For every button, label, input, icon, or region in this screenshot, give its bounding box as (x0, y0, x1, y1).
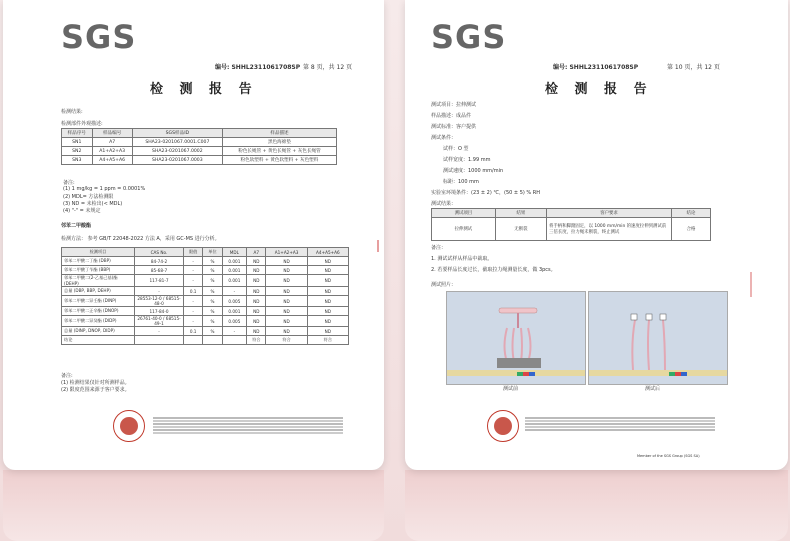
note-line: (3) ND = 未检出(< MDL) (63, 201, 123, 207)
member-note: Member of the SGS Group (SGS SA) (637, 454, 700, 458)
table-cell: ND (247, 307, 266, 316)
table-cell: - (135, 327, 184, 336)
sgs-seal-icon (113, 410, 145, 442)
info-line: 试样：O 型 (443, 146, 469, 152)
section-subheading: 检测部件外观描述: (61, 121, 103, 127)
page-number: 第 10 页，共 12 页 (667, 64, 720, 71)
table-cell: ND (307, 275, 348, 287)
table-cell: 符合 (247, 336, 266, 345)
table-cell: ND (307, 266, 348, 275)
table-cell (203, 336, 222, 345)
table-cell: 邻苯二甲酸二异癸酯 (DIDP) (62, 316, 135, 327)
table-cell: ND (307, 287, 348, 296)
table-cell: 粉色长绳管 + 黄色长绳管 + 灰色长绳管 (222, 147, 336, 156)
info-line: 测试结果： (431, 201, 457, 207)
info-line: 样品描述：成品件 (431, 113, 472, 119)
photo-caption: 测试前 (503, 386, 519, 392)
table-cell: 0.001 (222, 257, 247, 266)
table-row (62, 257, 349, 266)
table-cell: - (184, 266, 203, 275)
table-header: 检测项目 (62, 248, 135, 257)
table-cell: - (222, 327, 247, 336)
table-row (62, 296, 349, 307)
table-cell: 0.001 (222, 275, 247, 287)
table-cell: ND (247, 257, 266, 266)
table-header: CAS No. (135, 248, 184, 257)
info-line: 标距：100 mm (443, 179, 479, 185)
table-row (62, 307, 349, 316)
table-cell: ND (266, 266, 307, 275)
table-cell: % (203, 266, 222, 275)
table-header: 测试项目 (432, 209, 496, 218)
section-heading: 测试照片： (431, 282, 457, 288)
table-header: A7 (247, 248, 266, 257)
table-cell: - (184, 257, 203, 266)
info-line: 测试条件： (431, 135, 457, 141)
table-cell: 0.005 (222, 296, 247, 307)
note-line: (1) 检测结果仅针对所测样品。 (61, 380, 130, 386)
table-cell: 117-84-0 (135, 307, 184, 316)
phthalate-table (61, 247, 349, 345)
binding-mark (377, 240, 379, 252)
table-cell: ND (307, 296, 348, 307)
table-header: MDL (222, 248, 247, 257)
table-header: 样品描述 (222, 129, 336, 138)
table-header: 样品序号 (62, 129, 93, 138)
table-cell (222, 336, 247, 345)
table-cell: 拉伸测试 (432, 218, 496, 241)
note-line: 备注: (61, 373, 73, 379)
table-cell: 26761-40-0 / 68515-49-1 (135, 316, 184, 327)
table-cell (135, 336, 184, 345)
table-cell: ND (266, 287, 307, 296)
table-cell: ND (247, 266, 266, 275)
table-cell: ND (307, 327, 348, 336)
table-cell: 0.1 (184, 327, 203, 336)
footer-fine-print (153, 416, 343, 435)
table-cell: - (184, 316, 203, 327)
note-line: (1) 1 mg/kg = 1 ppm = 0.0001% (63, 186, 146, 192)
page-title: 检 测 报 告 (150, 82, 258, 97)
table-header: A4+A5+A6 (307, 248, 348, 257)
table-cell: ND (247, 275, 266, 287)
table-cell: ND (247, 327, 266, 336)
table-cell: 28553-12-0 / 68515-48-0 (135, 296, 184, 307)
table-cell (184, 336, 203, 345)
page-title: 检 测 报 告 (545, 82, 653, 97)
table-row (62, 287, 349, 296)
table-cell: % (203, 296, 222, 307)
table-cell: ND (266, 316, 307, 327)
table-cell: ND (247, 296, 266, 307)
table-cell: - (135, 287, 184, 296)
table-cell: A1+A2+A3 (92, 147, 132, 156)
note-line: (2) 限度范围来源于客户要求。 (61, 387, 130, 393)
table-header: 客户要求 (547, 209, 672, 218)
table-cell: - (184, 275, 203, 287)
table-cell: 无断裂 (495, 218, 546, 241)
page-number: 第 8 页，共 12 页 (303, 64, 353, 71)
table-cell: 符合 (307, 336, 348, 345)
info-line: 测试速度：1000 mm/min (443, 168, 504, 174)
table-cell: 84-74-2 (135, 257, 184, 266)
table-header: 单位 (203, 248, 222, 257)
table-cell: SHA23-0201067.0002 (132, 147, 222, 156)
table-cell: % (203, 307, 222, 316)
table-cell: A7 (92, 138, 132, 147)
page-shadow-left (3, 470, 384, 541)
table-header: A1+A2+A3 (266, 248, 307, 257)
table-row (432, 218, 711, 241)
table-cell: 总量 (DINP, DNOP, DIDP) (62, 327, 135, 336)
table-cell: 邻苯二甲酸二正辛酯 (DNOP) (62, 307, 135, 316)
binding-mark (750, 272, 752, 297)
report-page-left (3, 0, 384, 470)
note-line: 1. 测试试样从样品中裁取。 (431, 256, 493, 262)
note-line: 备注: (63, 180, 75, 186)
table-cell: 85-68-7 (135, 266, 184, 275)
table-cell: 将手柄和脚蹬固定，以 1000 mm/min 的速度拉伸到测试前三倍长度，拉力绳未断裂，终止测试 (547, 218, 672, 241)
table-cell: % (203, 257, 222, 266)
table-cell: ND (247, 316, 266, 327)
table-cell: - (184, 307, 203, 316)
table-cell: % (203, 275, 222, 287)
table-cell: ND (266, 307, 307, 316)
table-cell: 邻苯二甲酸二(2-乙基己基)酯 (DEHP) (62, 275, 135, 287)
table-cell: 符合 (266, 336, 307, 345)
note-line: 备注： (431, 245, 447, 251)
note-line: (4) "-" = 未规定 (63, 208, 101, 214)
info-line: 测试标准：客户提供 (431, 124, 477, 130)
table-cell: - (222, 287, 247, 296)
table-row (62, 336, 349, 345)
table-cell: - (184, 296, 203, 307)
sgs-logo: SGS (431, 18, 507, 56)
table-cell: 粉色软塑料 + 黄色软塑料 + 灰色塑料 (222, 156, 336, 165)
photo-after-test (588, 291, 728, 385)
sample-table (61, 128, 337, 165)
method-text: 检测方法： 参考 GB/T 22048-2022 方法 A，采用 GC-MS 进行分析。 (61, 236, 220, 242)
photo-before-test (446, 291, 586, 385)
table-cell: ND (307, 257, 348, 266)
table-row (62, 156, 337, 165)
table-cell: ND (247, 287, 266, 296)
report-number: 编号: SHHL2311061708SP (553, 64, 639, 71)
table-cell: 邻苯二甲酸丁苄酯 (BBP) (62, 266, 135, 275)
tensile-table (431, 208, 711, 241)
section-heading: 检测结果: (61, 109, 83, 115)
table-cell: 邻苯二甲酸二异壬酯 (DINP) (62, 296, 135, 307)
report-number: 编号: SHHL2311061708SP (215, 64, 301, 71)
table-cell: 0.001 (222, 307, 247, 316)
table-cell: ND (266, 275, 307, 287)
table-row (62, 266, 349, 275)
table-cell: 结论 (62, 336, 135, 345)
table-cell: SN1 (62, 138, 93, 147)
table-cell: A4+A5+A6 (92, 156, 132, 165)
table-cell: ND (266, 296, 307, 307)
page-shadow-right (405, 470, 788, 541)
table-cell: ND (307, 316, 348, 327)
sgs-seal-icon (487, 410, 519, 442)
info-line: 测试项目：拉伸测试 (431, 102, 477, 108)
table-row (62, 316, 349, 327)
table-row (62, 147, 337, 156)
table-row (62, 138, 337, 147)
note-line: (2) MDL= 方法检测限 (63, 194, 114, 200)
table-row (62, 327, 349, 336)
table-cell: % (203, 287, 222, 296)
table-header: 样品编号 (92, 129, 132, 138)
table-cell: SHA23-0201067.0001.C007 (132, 138, 222, 147)
table-header: 限值 (184, 248, 203, 257)
table-cell: 合格 (672, 218, 711, 241)
phthalate-table-body (62, 257, 349, 345)
table-row (62, 275, 349, 287)
table-cell: 0.005 (222, 316, 247, 327)
table-cell: SHA23-0201067.0003 (132, 156, 222, 165)
table-header: 结论 (672, 209, 711, 218)
note-line: 2. 若要样品长度过长，截取拉力绳测量长度，做 3pcs。 (431, 267, 556, 273)
info-line: 实验室环境条件：(23 ± 2) ℃，(50 ± 5) % RH (431, 190, 540, 196)
table-cell: 邻苯二甲酸二丁酯 (DBP) (62, 257, 135, 266)
table-cell: 117-81-7 (135, 275, 184, 287)
table-header: 结果 (495, 209, 546, 218)
table-cell: SN3 (62, 156, 93, 165)
section-heading: 邻苯二甲酸酯 (61, 223, 92, 229)
table-cell: % (203, 327, 222, 336)
table-cell: 黑色海绵垫 (222, 138, 336, 147)
table-cell: % (203, 316, 222, 327)
tensile-rope-before-icon (447, 292, 585, 384)
tensile-rope-after-icon (589, 292, 727, 384)
photo-caption: 测试后 (645, 386, 661, 392)
table-header: SGS样品ID (132, 129, 222, 138)
info-line: 试样宽度：1.99 mm (443, 157, 491, 163)
table-cell: 0.1 (184, 287, 203, 296)
table-cell: SN2 (62, 147, 93, 156)
table-cell: ND (307, 307, 348, 316)
sgs-logo: SGS (61, 18, 137, 56)
table-cell: ND (266, 327, 307, 336)
table-cell: 0.001 (222, 266, 247, 275)
table-cell: ND (266, 257, 307, 266)
table-cell: 总量 (DBP, BBP, DEHP) (62, 287, 135, 296)
footer-fine-print (525, 416, 715, 432)
report-page-right (405, 0, 788, 470)
